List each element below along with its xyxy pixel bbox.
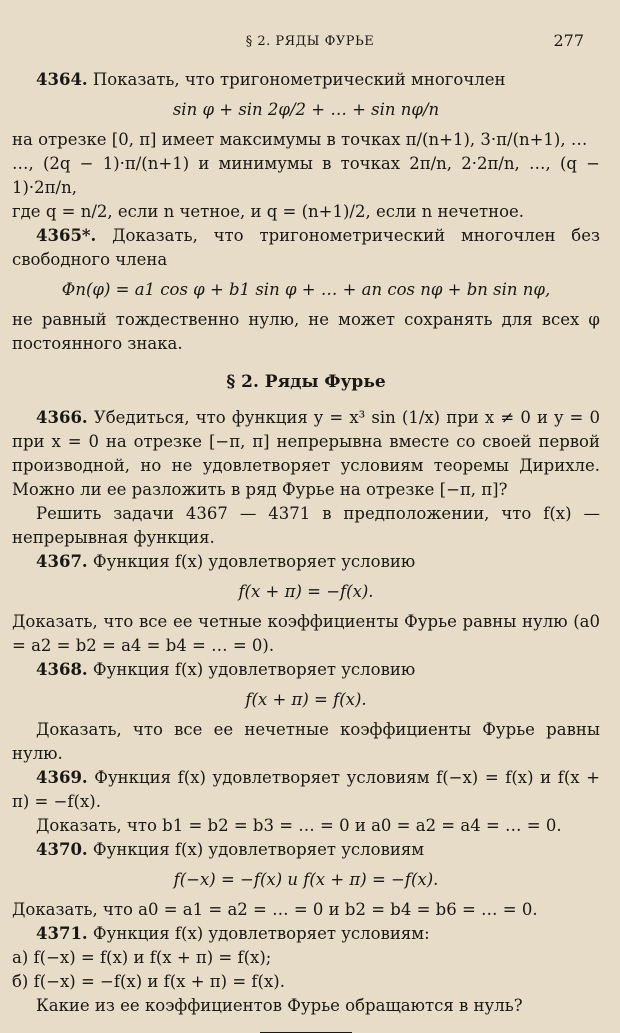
running-head: § 2. РЯДЫ ФУРЬЕ: [245, 34, 375, 49]
page-body: [12, 68, 600, 1033]
formula: f(x + π) = −f(x).: [238, 582, 374, 601]
problem-number: 4364.: [36, 70, 88, 89]
formula: f(x + π) = f(x).: [245, 690, 367, 709]
formula: sin φ + sin 2φ/2 + … + sin nφ/n: [172, 100, 440, 119]
problem-number: 4369.: [36, 768, 88, 787]
problem-4364: [12, 68, 600, 92]
section-heading: § 2. Ряды Фурье: [226, 372, 386, 392]
problem-text: Функция f(x) удовлетворяет условиям: [92, 840, 425, 859]
problem-text: не равный тождественно нулю, не может сохранять для всех φ постоянного знака.: [12, 310, 600, 353]
problem-text: Доказать, что b1 = b2 = b3 = … = 0 и a0 = a2 = a4 = … = 0.: [36, 816, 562, 835]
condition-b: б) f(−x) = −f(x) и f(x + π) = f(x).: [12, 972, 285, 991]
problem-question: Какие из ее коэффициентов Фурье обращаются в нуль?: [36, 996, 523, 1015]
problem-number: 4371.: [36, 924, 88, 943]
problem-4369: [12, 766, 600, 814]
problem-4371: [12, 922, 600, 946]
page-number: 277: [553, 31, 584, 50]
problem-text: на отрезке [0, π] имеет максимумы в точках π/(n+1), 3·π/(n+1), …: [12, 130, 588, 149]
problem-4370: [12, 838, 600, 862]
problem-text: …, (2q − 1)·π/(n+1) и минимумы в точках 2π/n, 2·2π/n, …, (q − 1)·2π/n,: [12, 154, 600, 197]
problem-text: Показать, что тригонометрический многочлен: [92, 70, 506, 89]
problem-number: 4370.: [36, 840, 88, 859]
problem-text: Доказать, что тригонометрический многочлен без свободного члена: [12, 226, 600, 269]
problem-4368: [12, 658, 600, 682]
problem-number: 4367.: [36, 552, 88, 571]
problem-number: 4365*.: [36, 226, 97, 245]
problem-number: 4366.: [36, 408, 88, 427]
problem-4366: [12, 406, 600, 502]
instruction-note: Решить задачи 4367 — 4371 в предположении, что f(x) — непрерывная функция.: [12, 504, 600, 547]
formula: Φn(φ) = a1 cos φ + b1 sin φ + … + an cos nφ + bn sin nφ,: [61, 280, 551, 299]
problem-text: Функция f(x) удовлетворяет условию: [92, 552, 416, 571]
problem-text: Доказать, что a0 = a1 = a2 = … = 0 и b2 = b4 = b6 = … = 0.: [12, 900, 538, 919]
problem-number: 4368.: [36, 660, 88, 679]
problem-text: Доказать, что все ее четные коэффициенты Фурье равны нулю (a0 = a2 = b2 = a4 = b4 = … = 0).: [12, 612, 600, 655]
problem-text: Доказать, что все ее нечетные коэффициенты Фурье равны нулю.: [12, 720, 600, 763]
problem-4367: [12, 550, 600, 574]
problem-text: Функция f(x) удовлетворяет условиям f(−x) = f(x) и f(x + π) = −f(x).: [12, 768, 600, 811]
problem-4365: [12, 224, 600, 272]
problem-text: Убедиться, что функция y = x³ sin (1/x) при x ≠ 0 и y = 0 при x = 0 на отрезке [−π, π] непрерывна вместе со своей первой производной, но не удовлетворяет условиям теоремы Дирихле. Можно ли ее разложить в ряд Фурье на отрезке [−π, π]?: [12, 408, 600, 499]
condition-a: а) f(−x) = f(x) и f(x + π) = f(x);: [12, 948, 272, 967]
page-header: [0, 31, 620, 54]
problem-text: где q = n/2, если n четное, и q = (n+1)/2, если n нечетное.: [12, 202, 525, 221]
problem-text: Функция f(x) удовлетворяет условию: [92, 660, 416, 679]
formula: f(−x) = −f(x) и f(x + π) = −f(x).: [173, 870, 439, 889]
problem-text: Функция f(x) удовлетворяет условиям:: [92, 924, 430, 943]
